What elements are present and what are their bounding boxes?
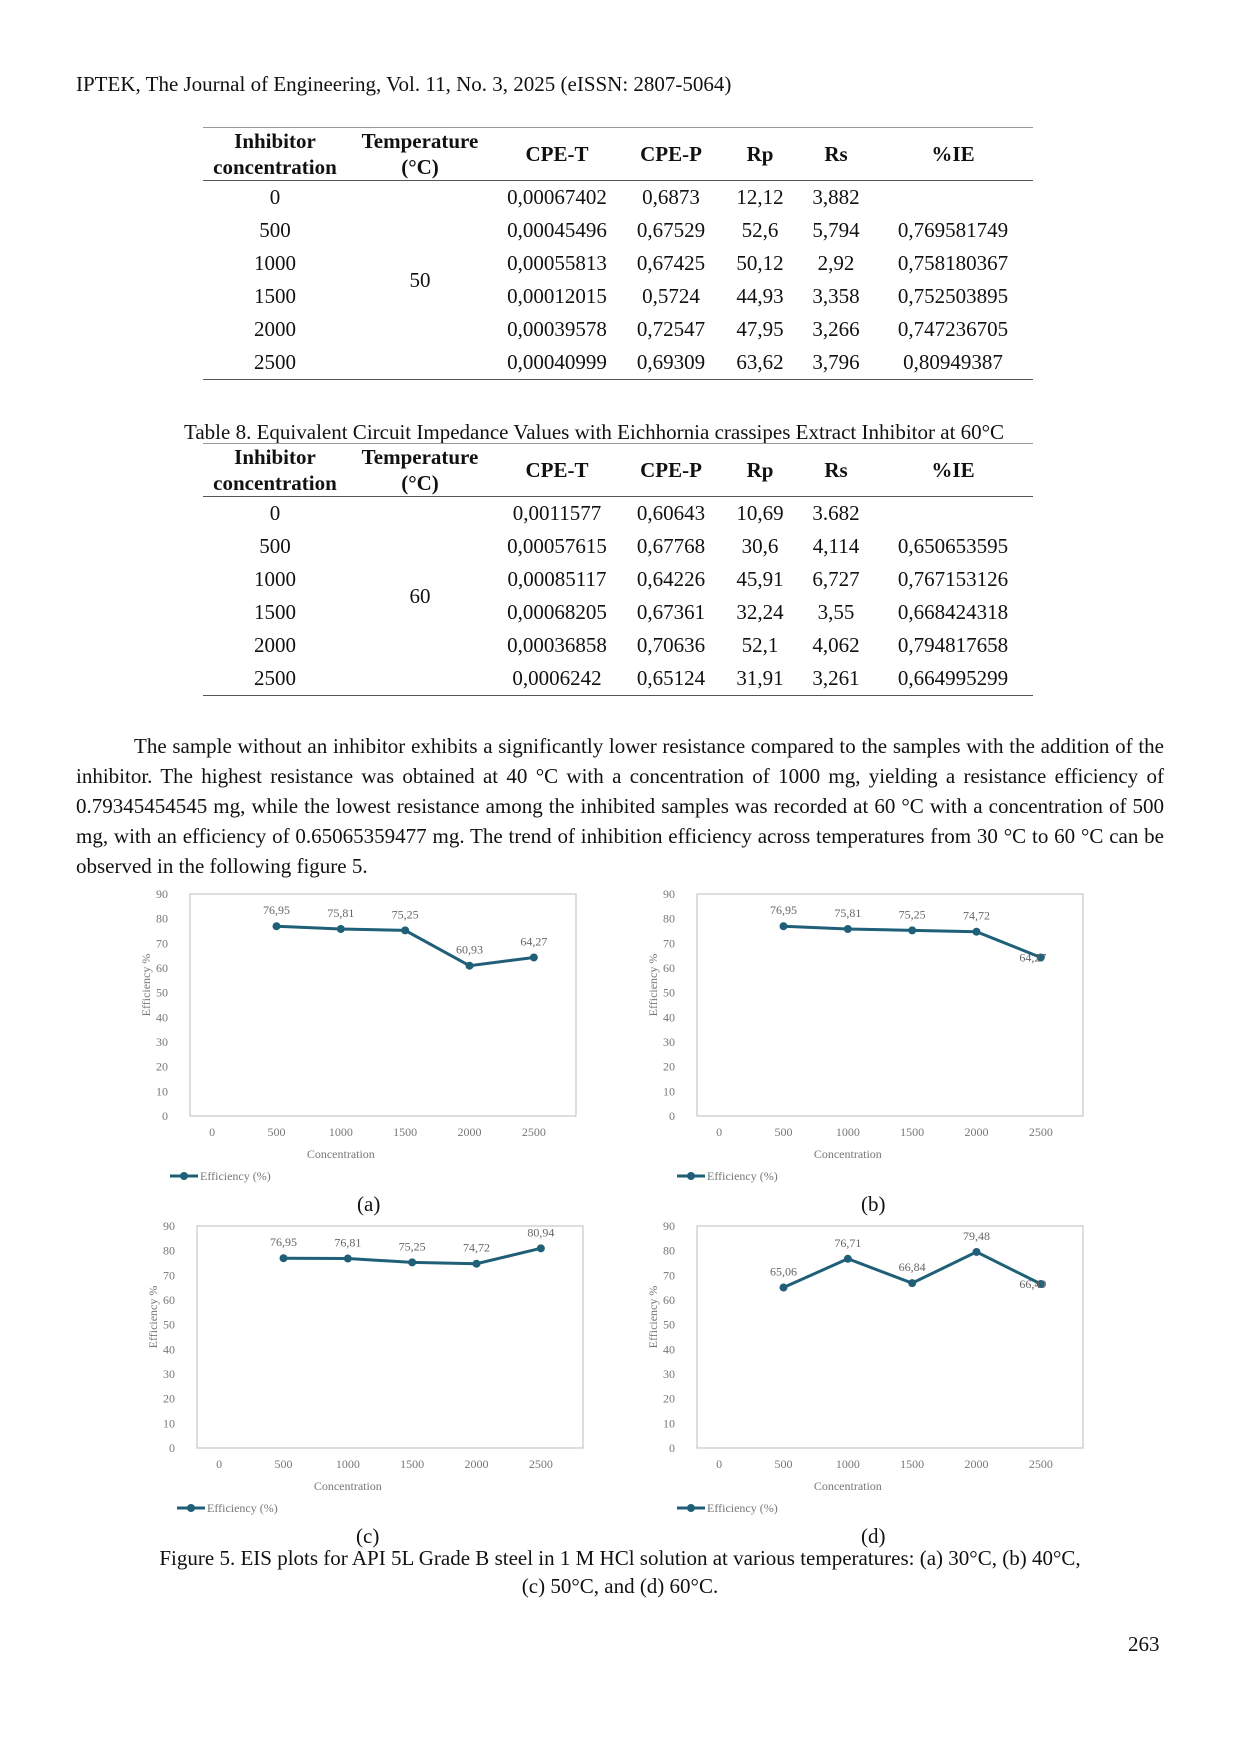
table-cell: 2000 — [254, 633, 296, 657]
table-cell: 52,6 — [741, 218, 779, 242]
table-cell: 0,747236705 — [897, 317, 1009, 341]
data-label: 75,25 — [898, 907, 926, 922]
table-cell: 0,00045496 — [507, 218, 607, 242]
x-tick-label: 0 — [216, 1457, 223, 1471]
figure-caption-line: (c) 50°C, and (d) 60°C. — [521, 1574, 719, 1598]
table-cell: 0,00057615 — [507, 534, 607, 558]
data-label: 60,93 — [456, 942, 483, 957]
table-cell: 30,6 — [741, 534, 779, 558]
legend-label: Efficiency (%) — [207, 1501, 278, 1515]
y-tick-label: 40 — [663, 1010, 675, 1025]
x-tick-label: 500 — [774, 1125, 793, 1139]
table-cell: 0,767153126 — [897, 567, 1009, 591]
efficiency-chart-d — [645, 1216, 1095, 1526]
plot-frame — [697, 894, 1083, 1116]
table-cell: 4,062 — [812, 633, 860, 657]
table-cell — [873, 497, 1033, 531]
legend-label: Efficiency (%) — [200, 1169, 271, 1183]
table-cell: 0,00039578 — [507, 317, 607, 341]
table-cell: 2500 — [254, 350, 296, 374]
legend-label: Efficiency (%) — [707, 1169, 778, 1183]
y-tick-label: 40 — [663, 1342, 675, 1357]
table-cell: 6,727 — [812, 567, 860, 591]
panel-label-d: (d) — [861, 1524, 886, 1548]
table-cell: 0,0011577 — [512, 501, 602, 525]
table-cell: 3,358 — [812, 284, 860, 308]
data-point — [780, 1284, 788, 1292]
y-tick-label: 40 — [156, 1010, 168, 1025]
data-point — [344, 1255, 352, 1263]
x-tick-label: 1500 — [393, 1125, 418, 1139]
data-point — [908, 926, 916, 934]
plot-frame — [190, 894, 576, 1116]
table-cell: 0,67425 — [636, 251, 706, 275]
table-cell: 0,69309 — [636, 350, 706, 374]
legend-marker — [187, 1504, 195, 1512]
col-header: Rs — [824, 458, 848, 482]
table-cell: 3,882 — [812, 185, 860, 209]
table-cell: 0 — [269, 501, 281, 525]
table-row — [203, 662, 1033, 696]
data-label: 65,06 — [770, 1264, 797, 1279]
plot-frame — [197, 1226, 583, 1448]
table-header-row — [203, 128, 1033, 181]
table-cell: 45,91 — [736, 567, 784, 591]
y-tick-label: 80 — [156, 911, 168, 926]
data-label: 74,72 — [963, 908, 990, 923]
y-axis-label: Efficiency % — [646, 1285, 660, 1349]
table-cell: 3,261 — [812, 666, 860, 690]
y-tick-label: 10 — [163, 1416, 175, 1431]
table-cell: 3,55 — [817, 600, 855, 624]
table-cell: 0,00085117 — [507, 567, 607, 591]
table-row — [203, 596, 1033, 629]
col-header: CPE-P — [640, 458, 702, 482]
table-cell: 0,794817658 — [897, 633, 1009, 657]
table-cell: 1000 — [254, 251, 296, 275]
y-tick-label: 20 — [663, 1059, 675, 1074]
y-tick-label: 30 — [663, 1367, 675, 1381]
data-point — [780, 922, 788, 930]
table-cell: 0 — [269, 185, 281, 209]
data-point — [844, 925, 852, 933]
col-header: Rs — [824, 142, 848, 166]
x-axis-label: Concentration — [813, 1147, 882, 1161]
y-tick-label: 0 — [162, 1109, 168, 1123]
table-cell — [873, 181, 1033, 215]
y-tick-label: 50 — [163, 1317, 175, 1332]
table-cell: 52,1 — [741, 633, 779, 657]
y-tick-label: 60 — [663, 1293, 675, 1307]
data-label: 76,95 — [263, 903, 290, 918]
y-tick-label: 50 — [663, 1317, 675, 1332]
x-tick-label: 0 — [716, 1457, 723, 1471]
table-cell: 0,668424318 — [897, 600, 1009, 624]
table-cell: 0,769581749 — [897, 218, 1009, 242]
y-tick-label: 90 — [663, 887, 675, 901]
legend-marker — [687, 1172, 695, 1180]
table-row — [203, 346, 1033, 380]
table-row — [203, 247, 1033, 280]
col-header: Temperature (°C) — [361, 129, 479, 179]
table-cell: 0,6873 — [642, 185, 700, 209]
x-tick-label: 2500 — [1028, 1457, 1053, 1471]
impedance-table-60c — [203, 443, 1033, 696]
body-paragraph — [76, 731, 1164, 881]
data-point — [280, 1254, 288, 1262]
data-point — [973, 1248, 981, 1256]
table-cell: 0,60643 — [636, 501, 706, 525]
table-cell: 1000 — [254, 567, 296, 591]
y-tick-label: 70 — [163, 1268, 175, 1283]
table-cell: 1500 — [254, 284, 296, 308]
y-tick-label: 80 — [663, 911, 675, 926]
panel-label-a: (a) — [357, 1192, 381, 1216]
y-tick-label: 20 — [663, 1391, 675, 1406]
journal-header: IPTEK, The Journal of Engineering, Vol. 11, No. 3, 2025 (eISSN: 2807-5064) — [76, 72, 732, 96]
data-point — [466, 962, 474, 970]
table-row — [203, 629, 1033, 662]
panel-label-c: (c) — [356, 1524, 380, 1548]
x-tick-label: 2000 — [964, 1125, 989, 1139]
data-point — [337, 925, 345, 933]
table-body — [203, 181, 1033, 380]
table-header-row — [203, 444, 1033, 497]
temperature-cell: 50 — [409, 267, 431, 292]
y-tick-label: 30 — [163, 1367, 175, 1381]
data-point — [401, 926, 409, 934]
table-cell: 2000 — [254, 317, 296, 341]
x-tick-label: 1500 — [400, 1457, 425, 1471]
data-label: 76,95 — [770, 903, 797, 918]
y-tick-label: 50 — [156, 985, 168, 1000]
legend-label: Efficiency (%) — [707, 1501, 778, 1515]
table-cell: 2,92 — [817, 251, 855, 275]
y-tick-label: 90 — [663, 1219, 675, 1233]
y-tick-label: 10 — [663, 1084, 675, 1099]
col-header: CPE-P — [640, 142, 702, 166]
x-axis-label: Concentration — [813, 1479, 882, 1493]
x-tick-label: 1500 — [900, 1125, 925, 1139]
data-point — [973, 928, 981, 936]
table-cell: 2500 — [254, 666, 296, 690]
plot-frame — [697, 1226, 1083, 1448]
data-label: 75,25 — [391, 907, 419, 922]
legend-marker — [687, 1504, 695, 1512]
col-header: Inhibitor concentration — [213, 129, 337, 179]
table-cell: 0,00012015 — [507, 284, 607, 308]
table-cell: 0,67361 — [636, 600, 706, 624]
table-cell: 0,5724 — [642, 284, 700, 308]
table-cell: 3.682 — [812, 501, 860, 525]
y-tick-label: 20 — [156, 1059, 168, 1074]
page-number: 263 — [1128, 1632, 1160, 1656]
table-cell: 31,91 — [736, 666, 784, 690]
data-point — [844, 1255, 852, 1263]
x-tick-label: 1000 — [335, 1457, 360, 1471]
efficiency-chart-a — [138, 884, 588, 1194]
table-cell: 63,62 — [736, 350, 784, 374]
data-label: 75,25 — [398, 1239, 426, 1254]
data-point — [473, 1260, 481, 1268]
table-cell: 50,12 — [736, 251, 784, 275]
table-cell: 10,69 — [736, 501, 784, 525]
y-tick-label: 10 — [156, 1084, 168, 1099]
table-cell: 0,664995299 — [897, 666, 1009, 690]
x-tick-label: 2000 — [464, 1457, 489, 1471]
chart-svg — [145, 1216, 595, 1526]
col-header: Rp — [746, 142, 774, 166]
table-cell: 0,67529 — [636, 218, 706, 242]
table-cell: 0,80949387 — [903, 350, 1003, 374]
table-cell: 500 — [259, 218, 291, 242]
data-label: 76,95 — [270, 1235, 297, 1250]
y-tick-label: 70 — [156, 936, 168, 951]
table-cell: 3,796 — [812, 350, 860, 374]
x-tick-label: 500 — [267, 1125, 286, 1139]
data-label: 64,27 — [520, 934, 548, 949]
y-tick-label: 90 — [156, 887, 168, 901]
table-cell: 500 — [259, 534, 291, 558]
x-tick-label: 500 — [774, 1457, 793, 1471]
table-cell: 0,00036858 — [507, 633, 607, 657]
data-point — [530, 953, 538, 961]
x-tick-label: 2500 — [1028, 1125, 1053, 1139]
table-cell: 47,95 — [736, 317, 784, 341]
y-axis-label: Efficiency % — [139, 953, 153, 1017]
table-cell: 0,00040999 — [507, 350, 607, 374]
data-point — [908, 1279, 916, 1287]
table-row — [203, 280, 1033, 313]
chart-svg — [645, 884, 1095, 1194]
data-label: 66,84 — [898, 1260, 926, 1275]
y-tick-label: 30 — [663, 1035, 675, 1049]
data-label: 75,81 — [834, 906, 862, 921]
y-tick-label: 0 — [669, 1441, 675, 1455]
x-tick-label: 2000 — [457, 1125, 482, 1139]
table-cell: 32,24 — [736, 600, 784, 624]
y-tick-label: 80 — [163, 1243, 175, 1258]
table-cell: 3,266 — [812, 317, 860, 341]
table-cell: 0,00055813 — [507, 251, 607, 275]
table-cell: 5,794 — [812, 218, 860, 242]
table-row — [203, 497, 1033, 531]
col-header: Inhibitor concentration — [213, 445, 337, 495]
x-axis-label: Concentration — [313, 1479, 382, 1493]
table-cell: 1500 — [254, 600, 296, 624]
y-tick-label: 40 — [163, 1342, 175, 1357]
x-tick-label: 2000 — [964, 1457, 989, 1471]
col-header: CPE-T — [525, 458, 589, 482]
efficiency-chart-c — [145, 1216, 595, 1526]
data-point — [408, 1258, 416, 1266]
x-tick-label: 0 — [716, 1125, 723, 1139]
y-tick-label: 60 — [163, 1293, 175, 1307]
data-label: 80,94 — [527, 1225, 555, 1240]
col-header: %IE — [931, 142, 975, 166]
chart-svg — [138, 884, 588, 1194]
data-point — [273, 922, 281, 930]
col-header: Temperature (°C) — [361, 445, 479, 495]
y-tick-label: 60 — [156, 961, 168, 975]
y-tick-label: 80 — [663, 1243, 675, 1258]
data-label: 75,81 — [327, 906, 355, 921]
data-label: 79,48 — [963, 1228, 990, 1243]
table-cell: 0,00068205 — [507, 600, 607, 624]
table-cell: 0,00067402 — [507, 185, 607, 209]
table-row — [203, 563, 1033, 596]
table-row — [203, 214, 1033, 247]
y-axis-label: Efficiency % — [646, 953, 660, 1017]
chart-svg — [645, 1216, 1095, 1526]
data-label: 66,49 — [1019, 1276, 1047, 1291]
y-tick-label: 70 — [663, 1268, 675, 1283]
table-caption: Table 8. Equivalent Circuit Impedance Values with Eichhornia crassipes Extract Inhibitor at 60°C — [184, 420, 1005, 444]
x-tick-label: 2500 — [528, 1457, 553, 1471]
data-point — [537, 1244, 545, 1252]
y-tick-label: 30 — [156, 1035, 168, 1049]
table-cell: 0,64226 — [636, 567, 706, 591]
table-row — [203, 313, 1033, 346]
y-tick-label: 90 — [163, 1219, 175, 1233]
table-cell: 12,12 — [736, 185, 784, 209]
table-cell: 0,65124 — [636, 666, 706, 690]
data-label: 76,81 — [334, 1235, 362, 1250]
efficiency-chart-b — [645, 884, 1095, 1194]
paragraph-text: The sample without an inhibitor exhibits a significantly lower resistance compared to the samples with the addition of the inhibitor. The highest resistance was obtained at 40 °C with a concentration of 1000 mg, yielding a resistance efficiency of 0.79345454545 mg, while the lowest resistance among the inhibited samples was recorded at 60 °C with a concentration of 500 mg, with an efficiency of 0.65065359477 mg. The trend of inhibition efficiency across temperatures from 30 °C to 60 °C can be observed in the following figure 5. — [76, 734, 1164, 878]
x-tick-label: 1000 — [328, 1125, 353, 1139]
x-axis-label: Concentration — [306, 1147, 375, 1161]
data-label: 74,72 — [463, 1240, 490, 1255]
table-cell: 0,72547 — [636, 317, 706, 341]
table-row — [203, 181, 1033, 215]
x-tick-label: 0 — [209, 1125, 216, 1139]
col-header: Rp — [746, 458, 774, 482]
panel-label-b: (b) — [861, 1192, 886, 1216]
table-cell: 0,0006242 — [512, 666, 602, 690]
col-header: %IE — [931, 458, 975, 482]
x-tick-label: 2500 — [521, 1125, 546, 1139]
table-cell: 0,650653595 — [897, 534, 1009, 558]
impedance-table-50c — [203, 127, 1033, 380]
x-tick-label: 1000 — [835, 1457, 860, 1471]
table-cell: 4,114 — [812, 534, 860, 558]
data-label: 76,71 — [834, 1235, 862, 1250]
y-tick-label: 20 — [163, 1391, 175, 1406]
col-header: CPE-T — [525, 142, 589, 166]
y-axis-label: Efficiency % — [146, 1285, 160, 1349]
legend-marker — [180, 1172, 188, 1180]
table-cell: 0,67768 — [636, 534, 706, 558]
figure-caption — [0, 1544, 1240, 1600]
table-cell: 44,93 — [736, 284, 784, 308]
y-tick-label: 60 — [663, 961, 675, 975]
temperature-cell: 60 — [409, 583, 431, 608]
y-tick-label: 50 — [663, 985, 675, 1000]
x-tick-label: 500 — [274, 1457, 293, 1471]
table-cell: 0,70636 — [636, 633, 706, 657]
x-tick-label: 1500 — [900, 1457, 925, 1471]
table-cell: 0,758180367 — [897, 251, 1009, 275]
y-tick-label: 70 — [663, 936, 675, 951]
y-tick-label: 0 — [669, 1109, 675, 1123]
table-body — [203, 497, 1033, 696]
table-row — [203, 530, 1033, 563]
y-tick-label: 0 — [169, 1441, 175, 1455]
data-label: 64,27 — [1019, 950, 1047, 965]
figure-caption-line: Figure 5. EIS plots for API 5L Grade B steel in 1 M HCl solution at various temperatures: (a) 30°C, (b) 40°C, — [159, 1546, 1081, 1570]
x-tick-label: 1000 — [835, 1125, 860, 1139]
y-tick-label: 10 — [663, 1416, 675, 1431]
table-cell: 0,752503895 — [897, 284, 1009, 308]
